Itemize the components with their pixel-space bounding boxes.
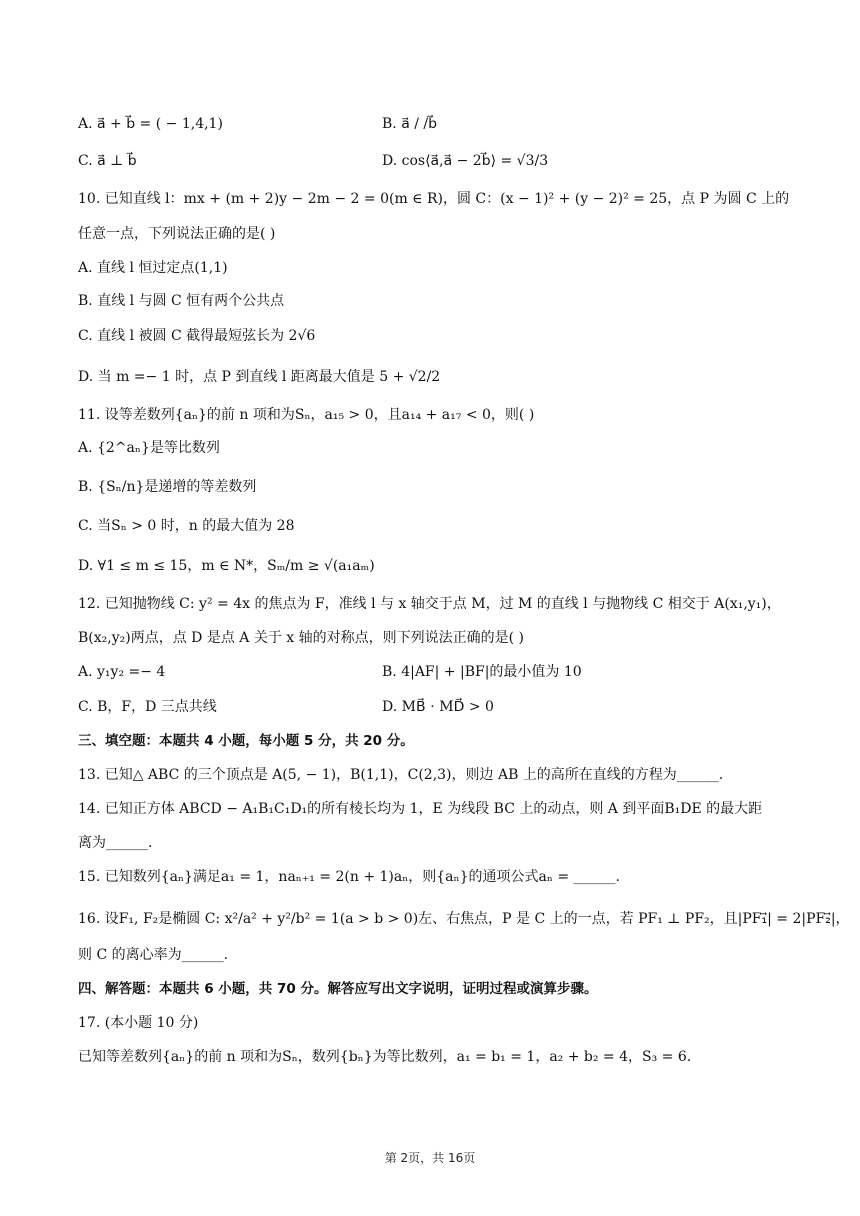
q16-line1: 16. 设F₁, F₂是椭圆 C: x²/a² + y²/b² = 1(a > b > 0)左、右焦点，P 是 C 上的一点，若 PF₁ ⊥ PF₂，且|PF₁⃗| = 2|PF₂⃗|，: [78, 911, 850, 927]
q11-option-a: A. {2^aₙ}是等比数列: [78, 440, 220, 456]
q16-line2: 则 C 的离心率为______.: [78, 947, 229, 963]
q10-stem-line1: 10. 已知直线 l：mx + (m + 2)y − 2m − 2 = 0(m ∈ R)，圆 C：(x − 1)² + (y − 2)² = 25，点 P 为圆 C 上的: [78, 191, 790, 207]
q13: 13. 已知△ ABC 的三个顶点是 A(5, − 1)，B(1,1)，C(2,3)，则边 AB 上的高所在直线的方程为______.: [78, 767, 724, 783]
q10-option-d: D. 当 m =− 1 时，点 P 到直线 l 距离最大值是 5 + √2/2: [78, 369, 441, 385]
q9-option-a: A. a⃗ + b⃗ = ( − 1,4,1): [78, 116, 223, 132]
q9-option-c: C. a⃗ ⊥ b⃗: [78, 153, 137, 169]
q10-option-c: C. 直线 l 被圆 C 截得最短弦长为 2√6: [78, 328, 316, 344]
q11-option-d: D. ∀1 ≤ m ≤ 15，m ∈ N*，Sₘ/m ≥ √(a₁aₘ): [78, 558, 375, 574]
q12-option-d: D. MB⃗ ⋅ MD⃗ > 0: [382, 699, 494, 715]
section-3-heading: 三、填空题：本题共 4 小题，每小题 5 分，共 20 分。: [78, 733, 414, 749]
q17-header: 17. (本小题 10 分): [78, 1015, 199, 1031]
q12-stem-line1: 12. 已知抛物线 C: y² = 4x 的焦点为 F，准线 l 与 x 轴交于点 M，过 M 的直线 l 与抛物线 C 相交于 A(x₁,y₁)，: [78, 596, 781, 612]
q10-option-a: A. 直线 l 恒过定点(1,1): [78, 260, 228, 276]
q10-option-b: B. 直线 l 与圆 C 恒有两个公共点: [78, 293, 285, 309]
section-4-heading: 四、解答题：本题共 6 小题，共 70 分。解答应写出文字说明，证明过程或演算步骤。: [78, 981, 598, 997]
q9-option-b: B. a⃗ / /b⃗: [382, 116, 437, 132]
q11-option-c: C. 当Sₙ > 0 时，n 的最大值为 28: [78, 518, 295, 534]
q15: 15. 已知数列{aₙ}满足a₁ = 1，naₙ₊₁ = 2(n + 1)aₙ，则{aₙ}的通项公式aₙ = ______.: [78, 869, 620, 885]
q17-stem: 已知等差数列{aₙ}的前 n 项和为Sₙ，数列{bₙ}为等比数列，a₁ = b₁ = 1，a₂ + b₂ = 4，S₃ = 6.: [78, 1049, 692, 1065]
q10-stem-line2: 任意一点，下列说法正确的是( ): [78, 226, 276, 242]
q9-option-d: D. cos⟨a⃗,a⃗ − 2b⃗⟩ = √3/3: [382, 153, 549, 169]
q14-line1: 14. 已知正方体 ABCD − A₁B₁C₁D₁的所有棱长均为 1，E 为线段 BC 上的动点，则 A 到平面B₁DE 的最大距: [78, 801, 763, 817]
q12-stem-line2: B(x₂,y₂)两点，点 D 是点 A 关于 x 轴的对称点，则下列说法正确的是( ): [78, 630, 524, 646]
q14-line2: 离为______.: [78, 835, 153, 851]
q12-option-a: A. y₁y₂ =− 4: [78, 664, 166, 680]
q11-stem: 11. 设等差数列{aₙ}的前 n 项和为Sₙ，a₁₅ > 0，且a₁₄ + a₁₇ < 0，则( ): [78, 407, 535, 423]
q12-option-c: C. B，F，D 三点共线: [78, 699, 217, 715]
q11-option-b: B. {Sₙ/n}是递增的等差数列: [78, 479, 257, 495]
page-footer: 第 2页，共 16页: [384, 1151, 476, 1165]
q12-option-b: B. 4|AF| + |BF|的最小值为 10: [382, 664, 582, 680]
